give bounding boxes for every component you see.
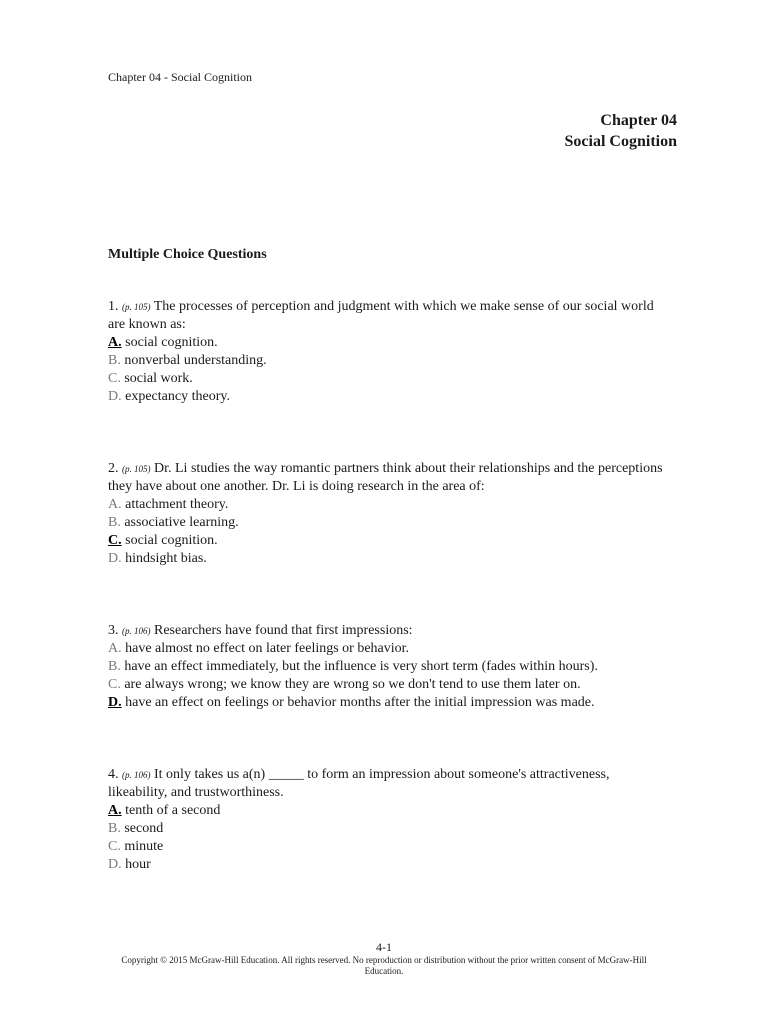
question-text: Researchers have found that first impressions: — [154, 623, 413, 638]
choice-b — [108, 658, 668, 676]
chapter-title — [565, 110, 677, 152]
choice-text: have almost no effect on later feelings or behavior. — [125, 641, 410, 656]
chapter-name: Social Cognition — [564, 133, 677, 150]
choice-letter: A. — [108, 335, 122, 350]
choice-letter: C. — [108, 677, 121, 692]
choice-letter: A. — [108, 641, 122, 656]
choice-letter: C. — [108, 839, 121, 854]
choice-letter: C. — [108, 371, 121, 386]
choice-letter: B. — [108, 821, 121, 836]
choice-text: have an effect immediately, but the influence is very short term (fades within hours). — [124, 659, 598, 674]
choice-b — [108, 352, 668, 370]
choice-text: hindsight bias. — [125, 551, 207, 566]
question-3 — [108, 622, 668, 712]
choice-letter: A. — [108, 497, 122, 512]
choice-text: expectancy theory. — [125, 389, 230, 404]
chapter-number: Chapter 04 — [600, 112, 677, 129]
choice-letter: C. — [108, 533, 122, 548]
question-stem — [108, 460, 668, 496]
question-2 — [108, 460, 668, 568]
running-header: Chapter 04 - Social Cognition — [108, 70, 252, 84]
question-number: 1. — [108, 299, 119, 314]
question-1 — [108, 298, 668, 406]
choice-text: are always wrong; we know they are wrong so we don't tend to use them later on. — [124, 677, 581, 692]
choice-b — [108, 820, 668, 838]
section-heading: Multiple Choice Questions — [108, 247, 267, 262]
choice-text: social cognition. — [125, 335, 218, 350]
question-number: 4. — [108, 767, 119, 782]
choice-b — [108, 514, 668, 532]
question-4 — [108, 766, 668, 874]
choice-text: nonverbal understanding. — [124, 353, 267, 368]
choice-letter: D. — [108, 389, 122, 404]
choice-text: social work. — [124, 371, 193, 386]
choice-letter: D. — [108, 857, 122, 872]
choice-c — [108, 532, 668, 550]
choice-a — [108, 802, 668, 820]
question-stem — [108, 622, 668, 640]
choice-letter: D. — [108, 551, 122, 566]
page-reference: (p. 106) — [122, 770, 151, 780]
question-number: 3. — [108, 623, 119, 638]
choice-letter: B. — [108, 659, 121, 674]
question-text: Dr. Li studies the way romantic partners think about their relationships and the perceptions they have about one another. Dr. Li is doing research in the area of: — [108, 461, 663, 494]
choice-letter: B. — [108, 353, 121, 368]
choice-letter: A. — [108, 803, 122, 818]
choice-d — [108, 856, 668, 874]
choice-text: have an effect on feelings or behavior months after the initial impression was made. — [125, 695, 595, 710]
page-reference: (p. 106) — [122, 626, 151, 636]
choice-c — [108, 838, 668, 856]
choice-d — [108, 694, 668, 712]
question-text: The processes of perception and judgment with which we make sense of our social world are known as: — [108, 299, 654, 332]
choice-letter: B. — [108, 515, 121, 530]
choice-text: tenth of a second — [125, 803, 221, 818]
choice-text: second — [124, 821, 164, 836]
choice-c — [108, 370, 668, 388]
choice-a — [108, 640, 668, 658]
choice-text: minute — [124, 839, 164, 854]
question-number: 2. — [108, 461, 119, 476]
choice-text: associative learning. — [124, 515, 239, 530]
copyright-notice: Copyright © 2015 McGraw-Hill Education. All rights reserved. No reproduction or distribution without the prior written consent of McGraw-Hill Education. — [121, 955, 647, 976]
question-stem — [108, 298, 668, 334]
choice-text: attachment theory. — [125, 497, 229, 512]
choice-d — [108, 388, 668, 406]
choice-c — [108, 676, 668, 694]
page-number: 4-1 — [376, 940, 392, 954]
question-stem — [108, 766, 668, 802]
choice-a — [108, 334, 668, 352]
choice-a — [108, 496, 668, 514]
choice-d — [108, 550, 668, 568]
question-text: It only takes us a(n) _____ to form an impression about someone's attractiveness, likeability, and trustworthiness. — [108, 767, 610, 800]
choice-text: social cognition. — [125, 533, 218, 548]
page-reference: (p. 105) — [122, 464, 151, 474]
page-reference: (p. 105) — [122, 302, 151, 312]
choice-text: hour — [125, 857, 151, 872]
choice-letter: D. — [108, 695, 122, 710]
